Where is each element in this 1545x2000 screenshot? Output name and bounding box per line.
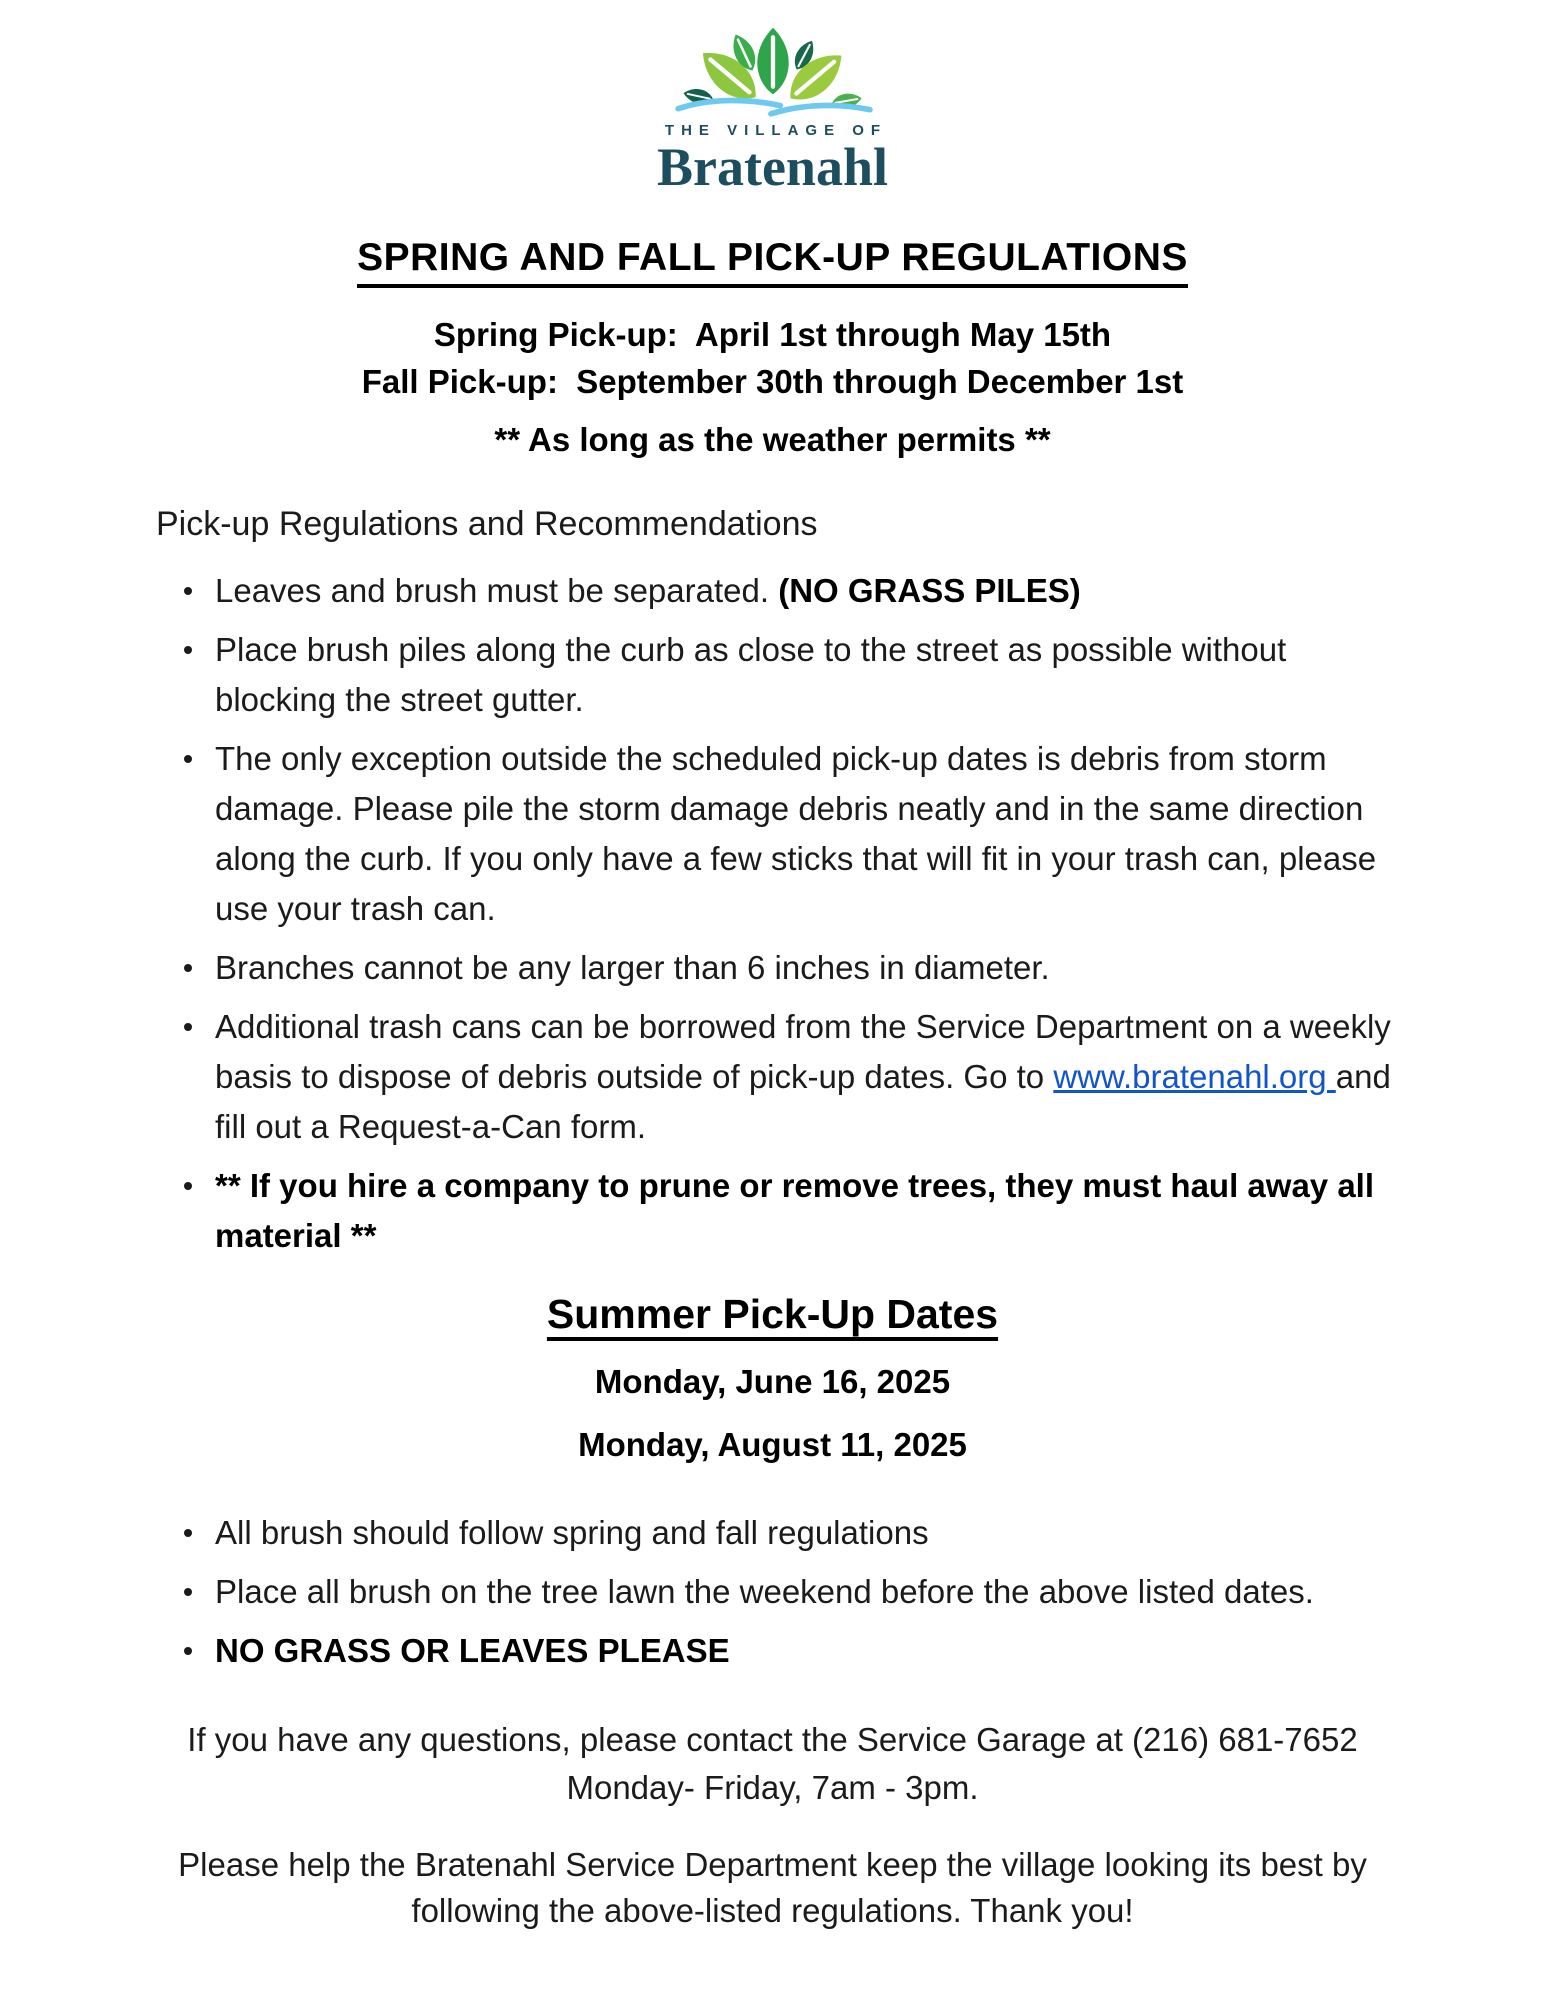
bullet-text: Leaves and brush must be separated.: [215, 572, 779, 610]
logo-tagline: THE VILLAGE OF: [664, 122, 888, 139]
closing-note: Please help the Bratenahl Service Department keep the village looking its best by following the above-listed regulations. Thank you!: [178, 1846, 1367, 1930]
bratenahl-website-link[interactable]: www.bratenahl.org: [1053, 1058, 1336, 1096]
summer-rules-list: [0, 1508, 1545, 1676]
summer-date-june: Monday, June 16, 2025: [594, 1363, 951, 1401]
bullet-item: [215, 1508, 1395, 1558]
bullet-item: [215, 1567, 1395, 1617]
bullet-text: Branches cannot be any larger than 6 inches in diameter.: [215, 949, 1050, 987]
leaf-icon: [757, 28, 788, 94]
bullet-text: Place all brush on the tree lawn the weekend before the above listed dates.: [215, 1573, 1314, 1611]
bullet-item: [215, 943, 1395, 993]
summer-date-august: Monday, August 11, 2025: [578, 1426, 967, 1464]
spring-pickup-line: Spring Pick-up: April 1st through May 15th: [433, 315, 1112, 353]
regulations-list: [0, 566, 1545, 1261]
wave-icon: [770, 105, 869, 113]
bullet-text: All brush should follow spring and fall regulations: [215, 1514, 929, 1552]
contact-hours: Monday- Friday, 7am - 3pm.: [566, 1769, 979, 1807]
bullet-text: (NO GRASS PILES): [778, 572, 1081, 610]
leaves-and-waves-logo-graphic: [613, 22, 933, 120]
village-logo: [0, 22, 1545, 196]
bullet-item: [215, 625, 1395, 725]
logo-name: Bratenahl: [656, 137, 888, 197]
page-title-text: SPRING AND FALL PICK-UP REGULATIONS: [357, 236, 1188, 288]
bullet-text: ** If you hire a company to prune or remove trees, they must haul away all material **: [215, 1167, 1375, 1255]
bullet-item: [215, 1626, 1395, 1676]
summer-heading-text: Summer Pick-Up Dates: [546, 1291, 999, 1338]
summer-heading: [0, 1291, 1545, 1338]
bullet-item: [215, 566, 1395, 616]
regulations-heading: Pick-up Regulations and Recommendations: [156, 505, 818, 544]
page-title: [0, 236, 1545, 280]
weather-note: ** As long as the weather permits **: [494, 421, 1051, 459]
bullet-item: [215, 1002, 1395, 1152]
wave-icon: [678, 100, 780, 108]
fall-pickup-line: Fall Pick-up: September 30th through December 1st: [361, 362, 1184, 400]
bullet-item: [215, 734, 1395, 934]
bullet-text: NO GRASS OR LEAVES PLEASE: [215, 1632, 730, 1670]
contact-line: If you have any questions, please contact the Service Garage at (216) 681-7652: [187, 1721, 1358, 1759]
bullet-text: Additional trash cans can be borrowed from the Service Department on a weekly basis to dispose of debris outside of pick-up dates. Go to: [215, 1008, 1391, 1096]
bullet-text: The only exception outside the scheduled pick-up dates is debris from storm damage. Please pile the storm damage debris neatly and in the same direction along the curb. If you only have a few sticks that will fit in your trash can, please use your trash can.: [215, 740, 1377, 928]
bullet-text: Place brush piles along the curb as close to the street as possible without blocking the street gutter.: [215, 631, 1287, 719]
bullet-item: [215, 1161, 1395, 1261]
bullet-text: and fill out a Request-a-Can form.: [215, 1058, 1391, 1146]
